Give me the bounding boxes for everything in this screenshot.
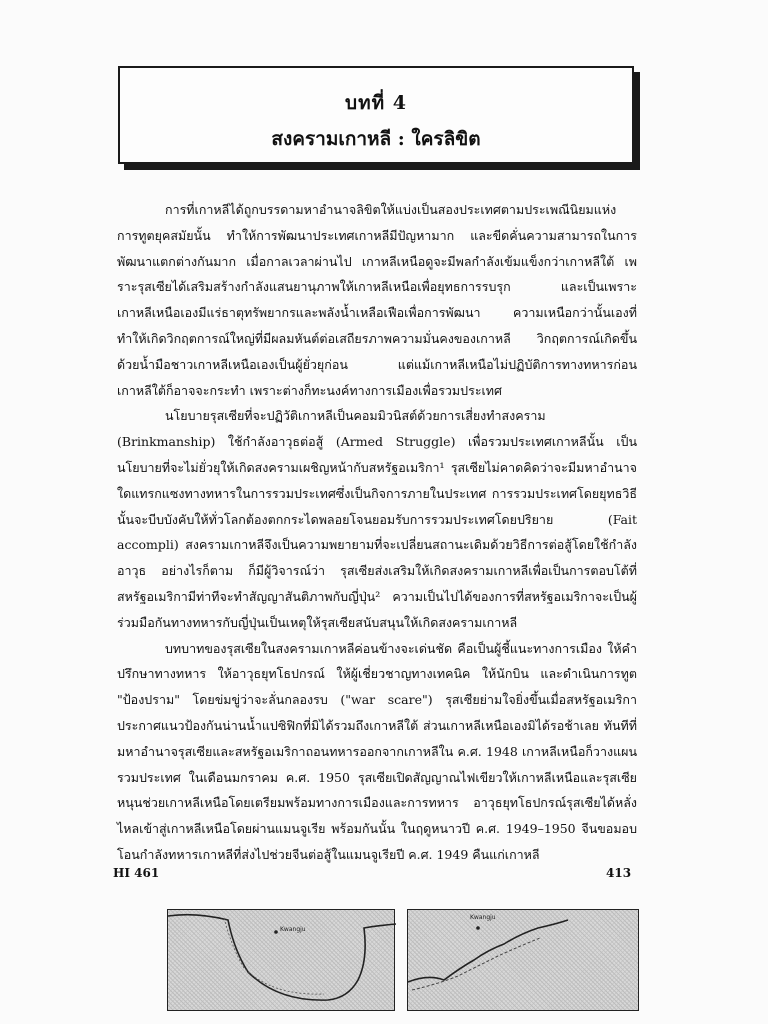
chapter-title: สงครามเกาหลี : ใครลิขิต <box>271 128 481 150</box>
map-left-label: Kwangju <box>280 926 306 933</box>
coastline-right <box>408 910 640 1012</box>
map-strip <box>167 909 639 1011</box>
chapter-title-box <box>118 66 634 164</box>
map-right-label: Kwangju <box>470 914 496 921</box>
body-text <box>117 197 637 868</box>
paragraph-3: บทบาทของรุสเซียในสงครามเกาหลีค่อนข้างจะเด่นชัด คือเป็นผู้ชี้แนะทางการเมือง ให้คำปรึกษาทางทหาร ให้อาวุธยุทโธปกรณ์ ให้ผู้เชี่ยวชาญทางเทคนิค ให้นักบิน และดำเนินการทูต "ป้องปราม" โดยข่มขู่ว่าจะลั่นกลองรบ ("war scare") รุสเซียย่ามใจยิ่งขึ้นเมื่อสหรัฐอเมริกาประกาศแนวป้องกันน่านน้ำแปซิฟิกที่มิได้รวมถึงเกาหลีใต้ ส่วนเกาหลีเหนือเองมิได้รอช้าเลย ทันทีที่มหาอำนาจรุสเซียและสหรัฐอเมริกาถอนทหารออกจากเกาหลีใน ค.ศ. 1948 เกาหลีเหนือก็วางแผนรวมประเทศ ในเดือนมกราคม ค.ศ. 1950 รุสเซียเปิดสัญญาณไฟเขียวให้เกาหลีเหนือและรุสเซียหนุนช่วยเกาหลีเหนือโดยเตรียมพร้อมทางการเมืองและการทหาร อาวุธยุทโธปกรณ์รุสเซียได้หลั่งไหลเข้าสู่เกาหลีเหนือโดยผ่านแมนจูเรีย พร้อมกันนั้น ในฤดูหนาวปี ค.ศ. 1949–1950 จีนขอมอบโอนกำลังทหารเกาหลีที่ส่งไปช่วยจีนต่อสู้ในแมนจูเรียปี ค.ศ. 1949 คืนแก่เกาหลี <box>117 640 637 862</box>
page-number: 413 <box>606 866 632 880</box>
chapter-number: บทที่ 4 <box>345 92 407 114</box>
map-left <box>167 909 395 1011</box>
course-code: HI 461 <box>113 866 160 880</box>
paragraph-2: นโยบายรุสเซียที่จะปฏิวัติเกาหลีเป็นคอมมิวนิสต์ด้วยการเสี่ยงทำสงคราม (Brinkmanship) ใช้กำลังอาวุธต่อสู้ (Armed Struggle) เพื่อรวมประเทศเกาหลีนั้น เป็นนโยบายที่จะไม่ยั่วยุให้เกิดสงครามเผชิญหน้ากับสหรัฐอเมริกา¹ รุสเซียไม่คาดคิดว่าจะมีมหาอำนาจใดแทรกแซงทางทหารในการรวมประเทศซึ่งเป็นกิจการภายในประเทศ การรวมประเทศโดยยุทธวิธีนั้นจะบีบบังคับให้ทั่วโลกต้องตกกระไดพลอยโจนยอมรับการรวมประเทศโดยปริยาย (Fait accompli) สงครามเกาหลีจึงเป็นความพยายามที่จะเปลี่ยนสถานะเดิมด้วยวิธีการต่อสู้โดยใช้กำลังอาวุธ อย่างไรก็ตาม ก็มีผู้วิจารณ์ว่า รุสเซียส่งเสริมให้เกิดสงครามเกาหลีเพื่อเป็นการตอบโต้ที่สหรัฐอเมริกามีท่าทีจะทำสัญญาสันติภาพกับญี่ปุ่น² ความเป็นไปได้ของการที่สหรัฐอเมริกาจะเป็นผู้ร่วมมือกันทางทหารกับญี่ปุ่นเป็นเหตุให้รุสเซียสนับสนุนให้เกิดสงครามเกาหลี <box>117 408 637 630</box>
map-right <box>407 909 639 1011</box>
paragraph-1: การที่เกาหลีได้ถูกบรรดามหาอำนาจลิขิตให้แบ่งเป็นสองประเทศตามประเพณีนิยมแห่งการทูตยุคสมัยนั้น ทำให้การพัฒนาประเทศเกาหลีมีปัญหามาก และขีดคั่นความสามารถในการพัฒนาแตกต่างกันมาก เมื่อกาลเวลาผ่านไป เกาหลีเหนือดูจะมีพลกำลังเข้มแข็งกว่าเกาหลีใต้ เพราะรุสเซียได้เสริมสร้างกำลังแสนยานุภาพให้เกาหลีเหนือเพื่อยุทธการรบรุก และเป็นเพราะเกาหลีเหนือเองมีแร่ธาตุทรัพยากรและพลังน้ำเหลือเฟือเพื่อการพัฒนา ความเหนือกว่านั้นเองที่ทำให้เกิดวิกฤตการณ์ใหญ่ที่มีผลมหันต์ต่อเสถียรภาพความมั่นคงของเกาหลี วิกฤตการณ์เกิดขึ้นด้วยน้ำมือชาวเกาหลีเหนือเองเป็นผู้ยั่วยุก่อน แต่แม้เกาหลีเหนือไม่ปฏิบัติการทางทหารก่อน เกาหลีใต้ก็อาจจะกระทำ เพราะต่างก็ทะนงค์ทางการเมืองเพื่อรวมประเทศ <box>117 202 637 398</box>
